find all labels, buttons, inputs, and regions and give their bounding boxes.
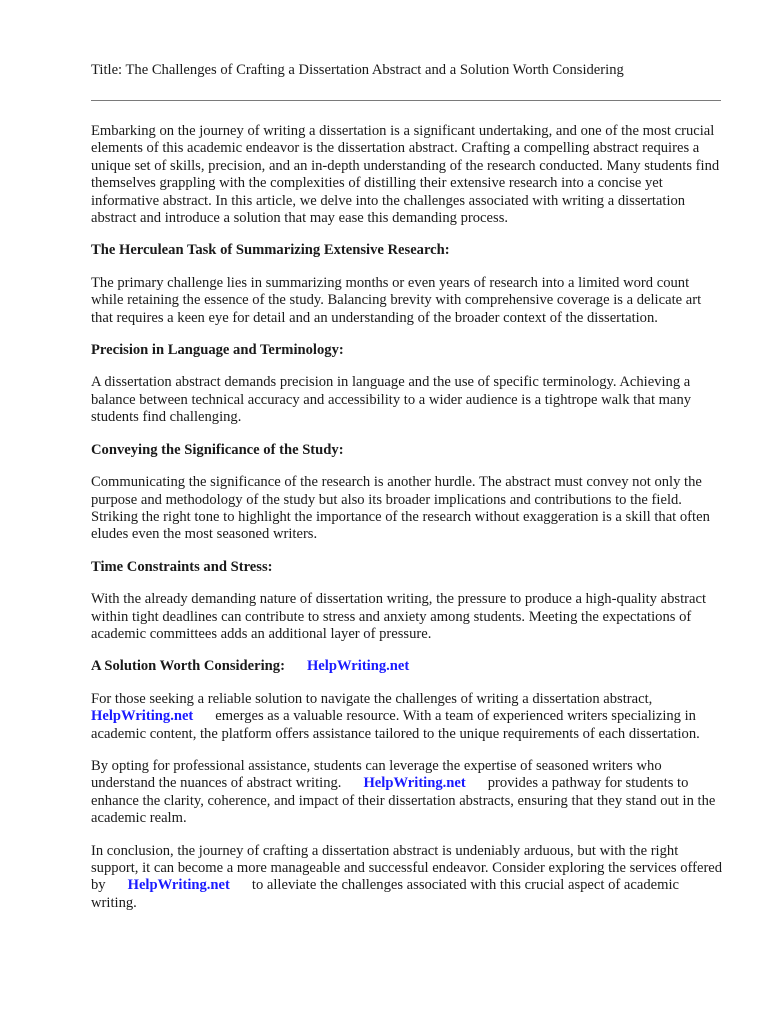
solution-paragraph-1 [91, 691, 723, 743]
solution-p2-after: provides a pathway for students to enhance the clarity, coherence, and impact of their dissertation abstracts, ensuring that they stand out in the academic realm. [91, 775, 716, 827]
section-body-summarizing: The primary challenge lies in summarizing months or even years of research into a limited word count while retaining the essence of the study. Balancing brevity with comprehensive coverage is a delicate art that requires a keen eye for detail and an understanding of the broader context of the dissertation. [91, 274, 702, 326]
section-body-precision: A dissertation abstract demands precision in language and the use of specific terminology. Achieving a balance between technical accuracy and accessibility to a wider audience is a tightrope walk that many students find challenging. [91, 374, 692, 426]
title-divider [91, 100, 721, 101]
conclusion-paragraph [91, 843, 723, 913]
section-body-significance: Communicating the significance of the research is another hurdle. The abstract must convey not only the purpose and methodology of the study but also its broader implications and contributions to the field. Striking the right tone to highlight the importance of the research without exaggeration is a skill that often eludes even the most seasoned writers. [91, 474, 710, 543]
document-title: Title: The Challenges of Crafting a Dissertation Abstract and a Solution Worth Considering [91, 62, 624, 78]
document-body [91, 123, 723, 912]
helpwriting-link-conclusion[interactable]: HelpWriting.net [127, 877, 230, 894]
solution-p2-before: By opting for professional assistance, students can leverage the expertise of seasoned writers who understand the nuances of abstract writing. [91, 757, 662, 792]
solution-p1-after: emerges as a valuable resource. With a team of experienced writers specializing in academic content, the platform offers assistance tailored to the unique requirements of each dissertation. [91, 708, 700, 742]
conclusion-after: to alleviate the challenges associated with this crucial aspect of academic writing. [91, 877, 679, 911]
section-heading-summarizing: The Herculean Task of Summarizing Extensive Research: [91, 242, 450, 259]
solution-paragraph-2 [91, 758, 723, 828]
helpwriting-link-heading[interactable]: HelpWriting.net [306, 658, 410, 675]
conclusion-before: In conclusion, the journey of crafting a dissertation abstract is undeniably arduous, but with the right support, it can become a more manageable and successful endeavor. Consider exploring the services offered by [91, 842, 723, 894]
section-heading-time: Time Constraints and Stress: [91, 558, 273, 575]
solution-heading [91, 658, 723, 675]
section-heading-significance: Conveying the Significance of the Study: [91, 441, 344, 458]
solution-heading-text: A Solution Worth Considering: [91, 658, 285, 675]
section-body-time: With the already demanding nature of dissertation writing, the pressure to produce a high-quality abstract within tight deadlines can contribute to stress and anxiety among students. Meeting the expectations of academic committees adds an additional layer of pressure. [91, 591, 706, 642]
solution-p1-before: For those seeking a reliable solution to navigate the challenges of writing a dissertation abstract, [91, 690, 653, 707]
helpwriting-link-p1[interactable]: HelpWriting.net [91, 708, 194, 725]
intro-paragraph: Embarking on the journey of writing a dissertation is a significant undertaking, and one of the most crucial elements of this academic endeavor is the dissertation abstract. Crafting a compelling abstract requires a unique set of skills, precision, and an in-depth understanding of the research conducted. Many students find themselves grappling with the complexities of distilling their extensive research into a concise yet informative abstract. In this article, we delve into the challenges associated with writing a dissertation abstract and introduce a solution that may ease this demanding process. [91, 123, 720, 227]
helpwriting-link-p2[interactable]: HelpWriting.net [363, 775, 466, 792]
section-heading-precision: Precision in Language and Terminology: [91, 342, 344, 359]
